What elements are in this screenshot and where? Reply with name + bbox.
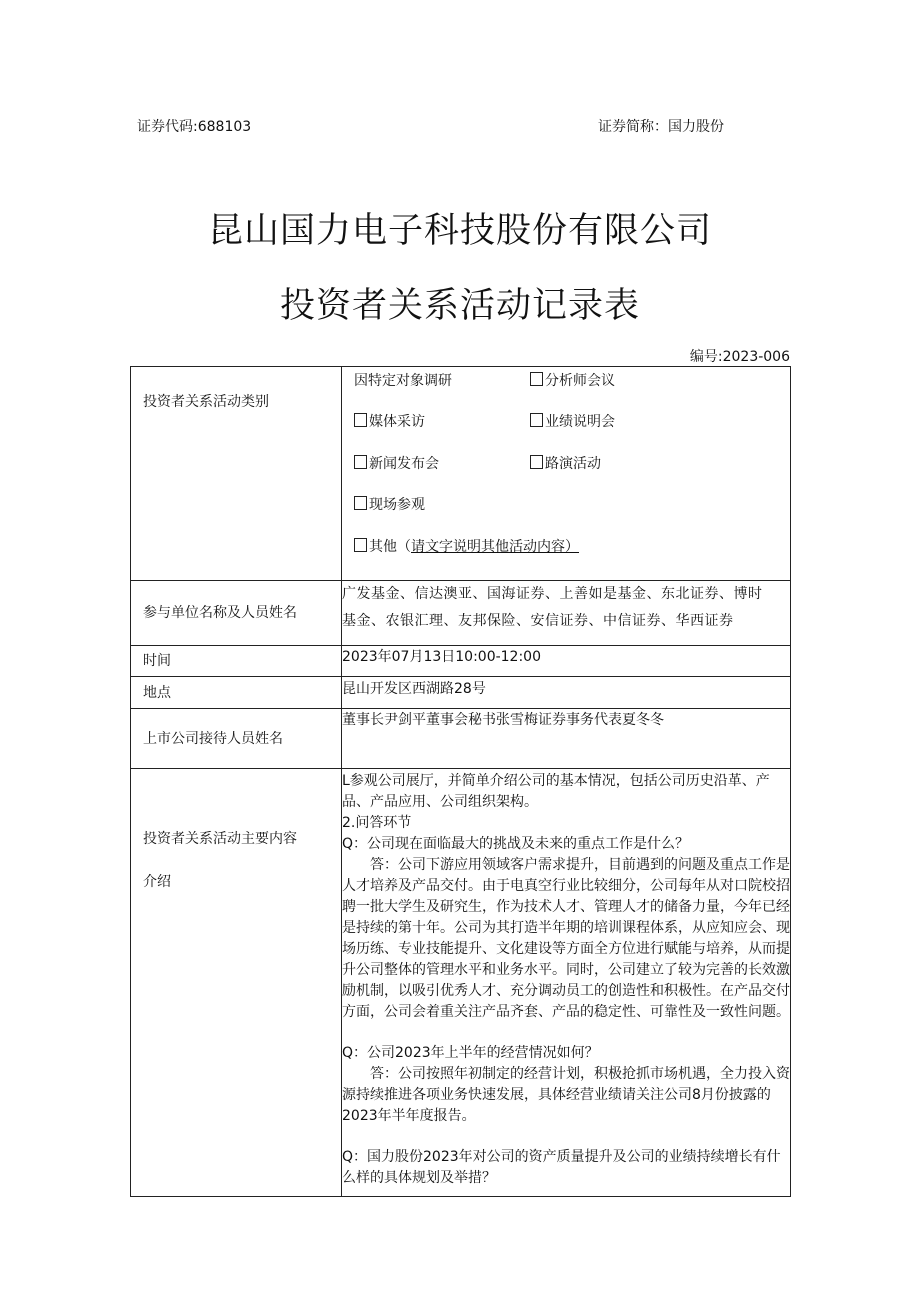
reception-label: 上市公司接待人员姓名 <box>131 709 342 769</box>
row-time <box>131 646 791 677</box>
main-content-label <box>131 769 342 1197</box>
option-results-briefing[interactable] <box>530 412 615 432</box>
participants-line-1: 广发基金、信达澳亚、国海证券、上善如是基金、东北证券、博时 <box>342 586 763 602</box>
record-table <box>130 366 791 1197</box>
checkbox-icon[interactable] <box>354 538 367 552</box>
row-reception <box>131 709 791 769</box>
option-other[interactable] <box>354 537 579 557</box>
participants-label: 参与单位名称及人员姓名 <box>131 581 342 646</box>
option-other-prefix: 其他（ <box>369 539 411 555</box>
answer-1: 答：公司下游应用领域客户需求提升，目前遇到的问题及重点工作是人才培养及产品交付。由于电真空行业比较细分，公司每年从对口院校招聘一批大学生及研究生，作为技术人才、管理人才的储备力量，今年已经是持续的第十年。公司为其打造半年期的培训课程体系，从应知应会、现场历练、专业技能提升、文化建设等方面全方位进行赋能与培养，从而提升公司整体的管理水平和业务水平。同时，公司建立了较为完善的长效激励机制，以吸引优秀人才、充分调动员工的创造性和积极性。在产品交付方面，公司会着重关注产品齐套、产品的稳定性、可靠性及一致性问题。 <box>342 857 790 1020</box>
main-content-value <box>342 769 791 1197</box>
checkbox-icon[interactable] <box>354 496 367 510</box>
checkbox-icon[interactable] <box>354 455 367 469</box>
content-paragraph-2: 2.问答环节 <box>342 815 412 831</box>
location-label: 地点 <box>131 677 342 709</box>
reception-value: 董事长尹剑平董事会秘书张雪梅证券事务代表夏冬冬 <box>342 709 791 769</box>
option-specific-research-label: 因特定对象调研 <box>354 373 452 389</box>
security-code: 证券代码:688103 <box>137 119 252 135</box>
row-participants <box>131 581 791 646</box>
company-title: 昆山国力电子科技股份有限公司 <box>207 211 712 251</box>
form-title: 投资者关系活动记录表 <box>279 286 640 326</box>
option-press-conference[interactable] <box>354 454 439 474</box>
option-analyst-meeting[interactable] <box>530 371 615 391</box>
checkbox-icon[interactable] <box>530 413 543 427</box>
option-media-interview-label: 媒体采访 <box>369 414 425 430</box>
option-results-briefing-label: 业绩说明会 <box>545 414 615 430</box>
option-roadshow[interactable] <box>530 454 601 474</box>
activity-type-options <box>342 367 791 581</box>
main-content-label-line-2: 介绍 <box>143 874 171 890</box>
main-content-label-line-1: 投资者关系活动主要内容 <box>143 831 297 847</box>
participants-line-2: 基金、农银汇理、友邦保险、安信证券、中信证券、华西证券 <box>342 613 734 629</box>
security-abbreviation: 证券简称：国力股份 <box>598 119 724 135</box>
time-label: 时间 <box>131 646 342 677</box>
participants-value <box>342 581 791 646</box>
row-location <box>131 677 791 709</box>
option-analyst-meeting-label: 分析师会议 <box>545 373 615 389</box>
checkbox-icon[interactable] <box>354 413 367 427</box>
question-2: Q：公司2023年上半年的经营情况如何？ <box>342 1045 599 1061</box>
location-value: 昆山开发区西湖路28号 <box>342 677 791 709</box>
option-specific-research[interactable] <box>354 371 452 391</box>
checkbox-icon[interactable] <box>530 455 543 469</box>
question-1: Q：公司现在面临最大的挑战及未来的重点工作是什么？ <box>342 836 690 852</box>
option-site-visit[interactable] <box>354 495 425 515</box>
content-paragraph-1: L参观公司展厅，并简单介绍公司的基本情况，包括公司历史沿革、产品、产品应用、公司组织架构。 <box>342 773 770 810</box>
option-other-description: 请文字说明其他活动内容） <box>411 539 579 555</box>
option-site-visit-label: 现场参观 <box>369 497 425 513</box>
answer-2: 答：公司按照年初制定的经营计划，积极抢抓市场机遇，全力投入资源持续推进各项业务快速发展，具体经营业绩请关注公司8月份披露的2023年半年度报告。 <box>342 1066 790 1124</box>
option-media-interview[interactable] <box>354 412 425 432</box>
row-activity-type <box>131 367 791 581</box>
serial-number: 编号:2023-006 <box>689 349 790 365</box>
activity-type-label: 投资者关系活动类别 <box>131 367 342 581</box>
option-press-conference-label: 新闻发布会 <box>369 456 439 472</box>
option-roadshow-label: 路演活动 <box>545 456 601 472</box>
time-value: 2023年07月13日10:00-12:00 <box>342 646 791 677</box>
checkbox-icon[interactable] <box>530 372 543 386</box>
question-3: Q：国力股份2023年对公司的资产质量提升及公司的业绩持续增长有什么样的具体规划及举措？ <box>342 1149 781 1186</box>
row-main-content <box>131 769 791 1197</box>
